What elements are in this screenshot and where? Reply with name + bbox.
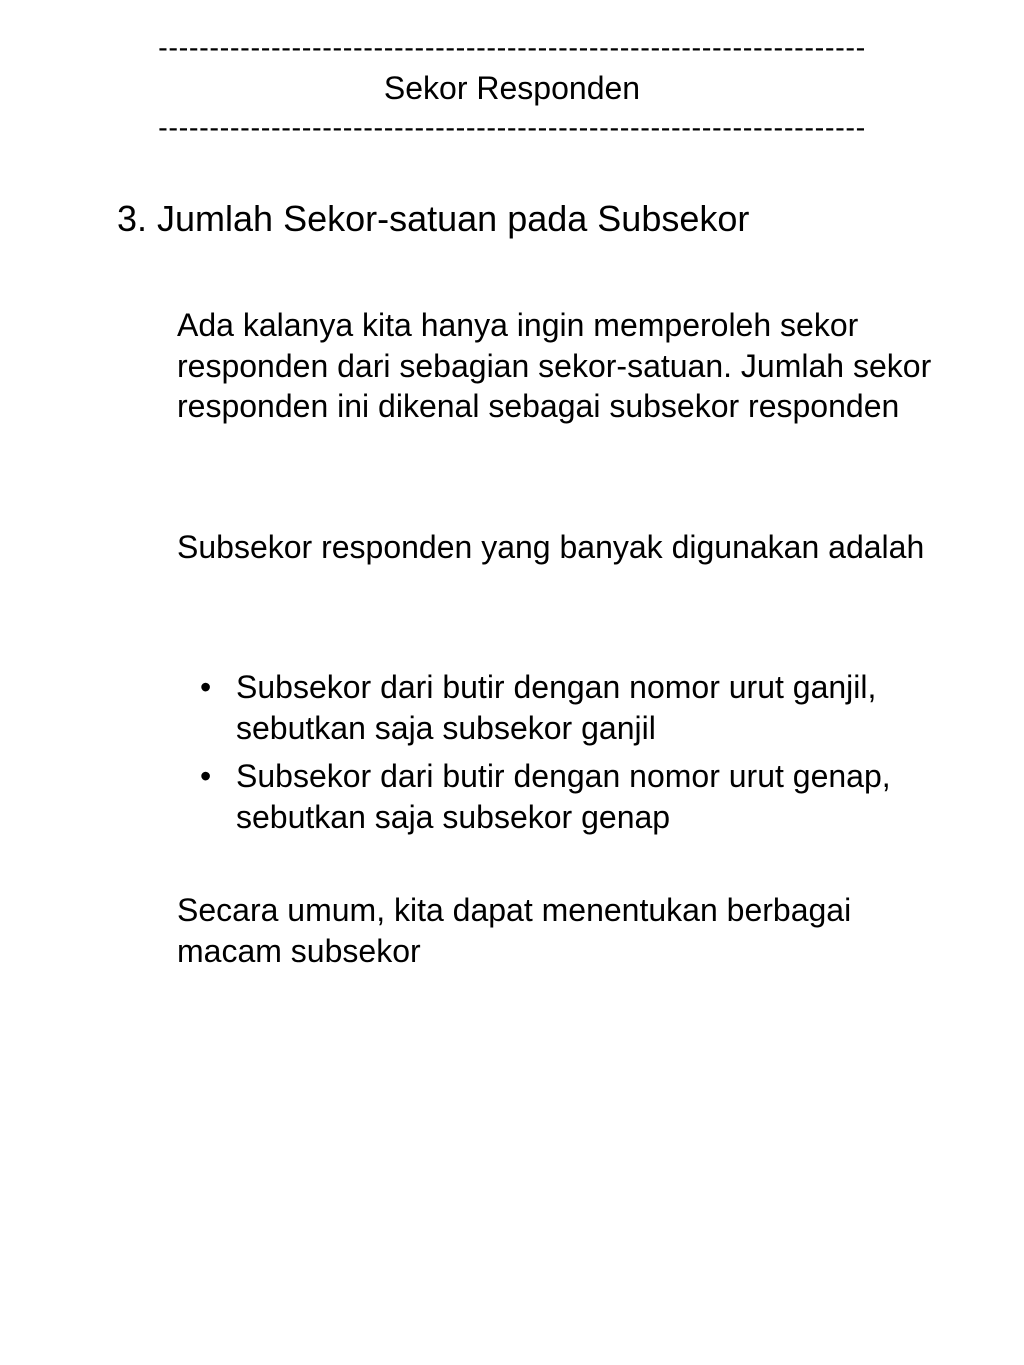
bullet-list xyxy=(200,667,990,845)
paragraph-intro: Ada kalanya kita hanya ingin memperoleh sekor responden dari sebagian sekor-satuan. Jumlah sekor responden ini dikenal sebagai subsekor responden xyxy=(177,307,932,424)
paragraph-subsekor-common: Subsekor responden yang banyak digunakan adalah xyxy=(177,529,925,565)
list-item-text: Subsekor dari butir dengan nomor urut ganjil, sebutkan saja subsekor ganjil xyxy=(236,669,877,746)
list-item xyxy=(200,667,990,748)
paragraph-conclusion: Secara umum, kita dapat menentukan berbagai macam subsekor xyxy=(177,892,852,969)
list-item xyxy=(200,756,990,837)
bullet-icon: • xyxy=(200,669,212,705)
header-title: Sekor Responden xyxy=(383,70,641,106)
header-divider-bottom: --------------------------------------------------------------------- xyxy=(158,112,866,144)
bullet-icon: • xyxy=(200,758,212,794)
list-item-text: Subsekor dari butir dengan nomor urut genap, sebutkan saja subsekor genap xyxy=(236,758,891,835)
header-divider-top: --------------------------------------------------------------------- xyxy=(158,32,866,64)
slide-header xyxy=(0,28,1024,148)
section-heading: 3. Jumlah Sekor-satuan pada Subsekor xyxy=(117,198,750,239)
